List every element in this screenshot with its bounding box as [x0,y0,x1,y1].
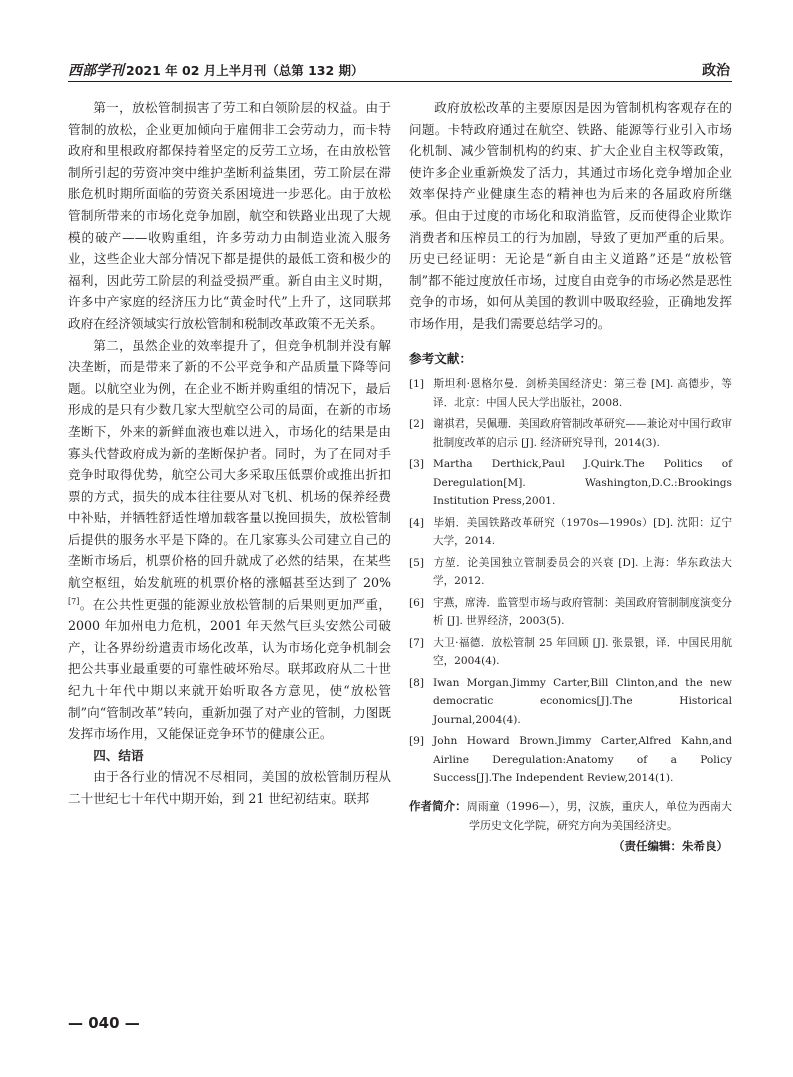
page-number: — 040 — [68,1014,140,1032]
left-column [68,97,391,810]
citation-marker: [7] [68,596,80,606]
reference-number: [4] [409,516,425,529]
reference-item [409,514,732,551]
reference-item [409,415,732,452]
reference-item [409,455,732,511]
paragraph-text: 。在公共性更强的能源业放松管制的后果则更加严重，2000 年加州电力危机，2001 年天然气巨头安然公司破产，让各界纷纷遣责市场化改革，认为市场化竞争机制会把公共事业最重要的可靠性破坏殆尽。联邦政府从二十世纪九十年代中期以来就开始听取各方意见，使“放松管制”向“管制改革”转向，重新加强了对产业的管制，力图既发挥市场作用，又能保证竞争环节的健康公正。 [68,596,391,742]
reference-number: [3] [409,458,425,471]
reference-number: [7] [409,636,425,649]
reference-text: Iwan Morgan.Jimmy Carter,Bill Clinton,and the new democratic economics[J].The Historical Journal,2004(4). [433,676,732,726]
reference-list [409,375,732,788]
author-text: 周雨童（1996—），男，汉族，重庆人，单位为西南大学历史文化学院，研究方向为美国经济史。 [466,799,733,832]
reference-text: 斯坦利·恩格尔曼．剑桥美国经济史：第三卷 [M]. 高德步，等译．北京：中国人民大学出版社，2008. [433,378,732,409]
right-column [409,97,732,856]
section-heading: 四、结语 [93,747,144,763]
reference-text: 方堃．论美国独立管制委员会的兴衰 [D]. 上海：华东政法大学，2012. [433,556,732,588]
paragraph-text: 第二，虽然企业的效率提升了，但竞争机制并没有解决垄断，而是带来了新的不公平竞争和产品质量下降等问题。以航空业为例，在企业不断并购重组的情况下，最后形成的是只有少数几家大型航空公司的局面，在新的市场垄断下，外来的新鲜血液也难以进入，市场化的结果是由寡头代替政府成为新的垄断保护者。同时，为了在同对手竞争时取得优势，航空公司大多采取压低票价或推出折扣票的方式，损失的成本往往要从对飞机、机场的保养经费中补贴，并牺牲舒适性增加载客量以挽回损失，放松管制后提供的服务水平是下降的。在几家寡头公司建立自己的垄断市场后，机票价格的回升就成了必然的结果，在某些航空枢纽，始发航班的机票价格的涨幅甚至达到了 20% [68,337,391,591]
author-label: 作者简介： [409,798,467,813]
issue-info: 2021 年 02 月上半月刊（总第 132 期） [126,63,364,78]
author-bio [409,797,732,835]
references-heading: 参考文献： [409,350,472,366]
reference-number: [8] [409,676,425,689]
editor-credit: （责任编辑：朱希良） [613,838,728,853]
body-paragraph: 政府放松改革的主要原因是因为管制机构客观存在的问题。卡特政府通过在航空、铁路、能源等行业引入市场化机制、减少管制机构的约束、扩大企业自主权等政策，使许多企业重新焕发了活力，其通过市场化竞争增加企业效率保持产业健康生态的精神也为后来的各届政府所继承。但由于过度的市场化和取消监管，反而使得企业欺诈消费者和压榨员工的行为加剧，导致了更加严重的后果。历史已经证明：无论是“新自由主义道路”还是“放松管制”都不能过度放任市场，过度自由竞争的市场必然是恶性竞争的市场，如何从美国的教训中吸取经验，正确地发挥市场作用，是我们需要总结学习的。 [409,100,732,331]
body-paragraph: 第一，放松管制损害了劳工和白领阶层的权益。由于管制的放松，企业更加倾向于雇佣非工会劳动力，而卡特政府和里根政府都保持着坚定的反劳工立场，在由放松管制所引起的劳资冲突中维护垄断利益集团，劳工阶层在滞胀危机时期所面临的劳资关系困境进一步恶化。由于放松管制所带来的市场化竞争加剧，航空和铁路业出现了大规模的破产——收购重组，许多劳动力由制造业流入服务业，这些企业大部分情况下都是提供的最低工资和极少的福利，因此劳工阶层的利益受损严重。新自由主义时期，许多中产家庭的经济压力比“黄金时代”上升了，这同联邦政府在经济领域实行放松管制和税制改革政策不无关系。 [68,100,391,331]
reference-number: [9] [409,735,425,748]
section-label: 政治 [702,63,730,79]
reference-item [409,674,732,730]
reference-number: [2] [409,418,425,431]
reference-text: 宇燕，席涛．监管型市场与政府管制：美国政府管制制度演变分析 [J]. 世界经济，2003(5). [433,596,732,628]
reference-item [409,554,732,591]
header-divider [68,81,732,82]
reference-item [409,375,732,412]
journal-name: 西部学刊 [68,63,124,79]
page-header [68,58,732,82]
reference-text: Martha Derthick,Paul J.Quirk.The Politics of Deregulation[M]. Washington,D.C.:Brookings Institution Press,2001. [433,458,732,508]
header-journal-info [68,60,364,80]
body-paragraph [68,335,391,745]
reference-item [409,594,732,631]
reference-number: [1] [409,378,425,391]
reference-item [409,732,732,788]
reference-text: John Howard Brown.Jimmy Carter,Alfred Kahn,and Airline Deregulation:Anatomy of a Policy Success[J].The Independent Review,2014(1). [433,735,732,785]
reference-number: [6] [409,596,425,609]
body-paragraph: 由于各行业的情况不尽相同，美国的放松管制历程从二十世纪七十年代中期开始，到 21 世纪初结束。联邦 [68,769,391,806]
reference-text: 谢祺君，吴佩珊．美国政府管制改革研究——兼论对中国行政审批制度改革的启示 [J]. 经济研究导刊，2014(3). [433,418,732,449]
reference-text: 大卫·福德．放松管制 25 年回顾 [J]. 张景银，译．中国民用航空，2004(4). [433,636,732,668]
reference-item [409,634,732,671]
reference-text: 毕娟．美国铁路改革研究（1970s—1990s）[D]. 沈阳：辽宁大学，2014. [433,516,732,548]
reference-number: [5] [409,556,425,569]
